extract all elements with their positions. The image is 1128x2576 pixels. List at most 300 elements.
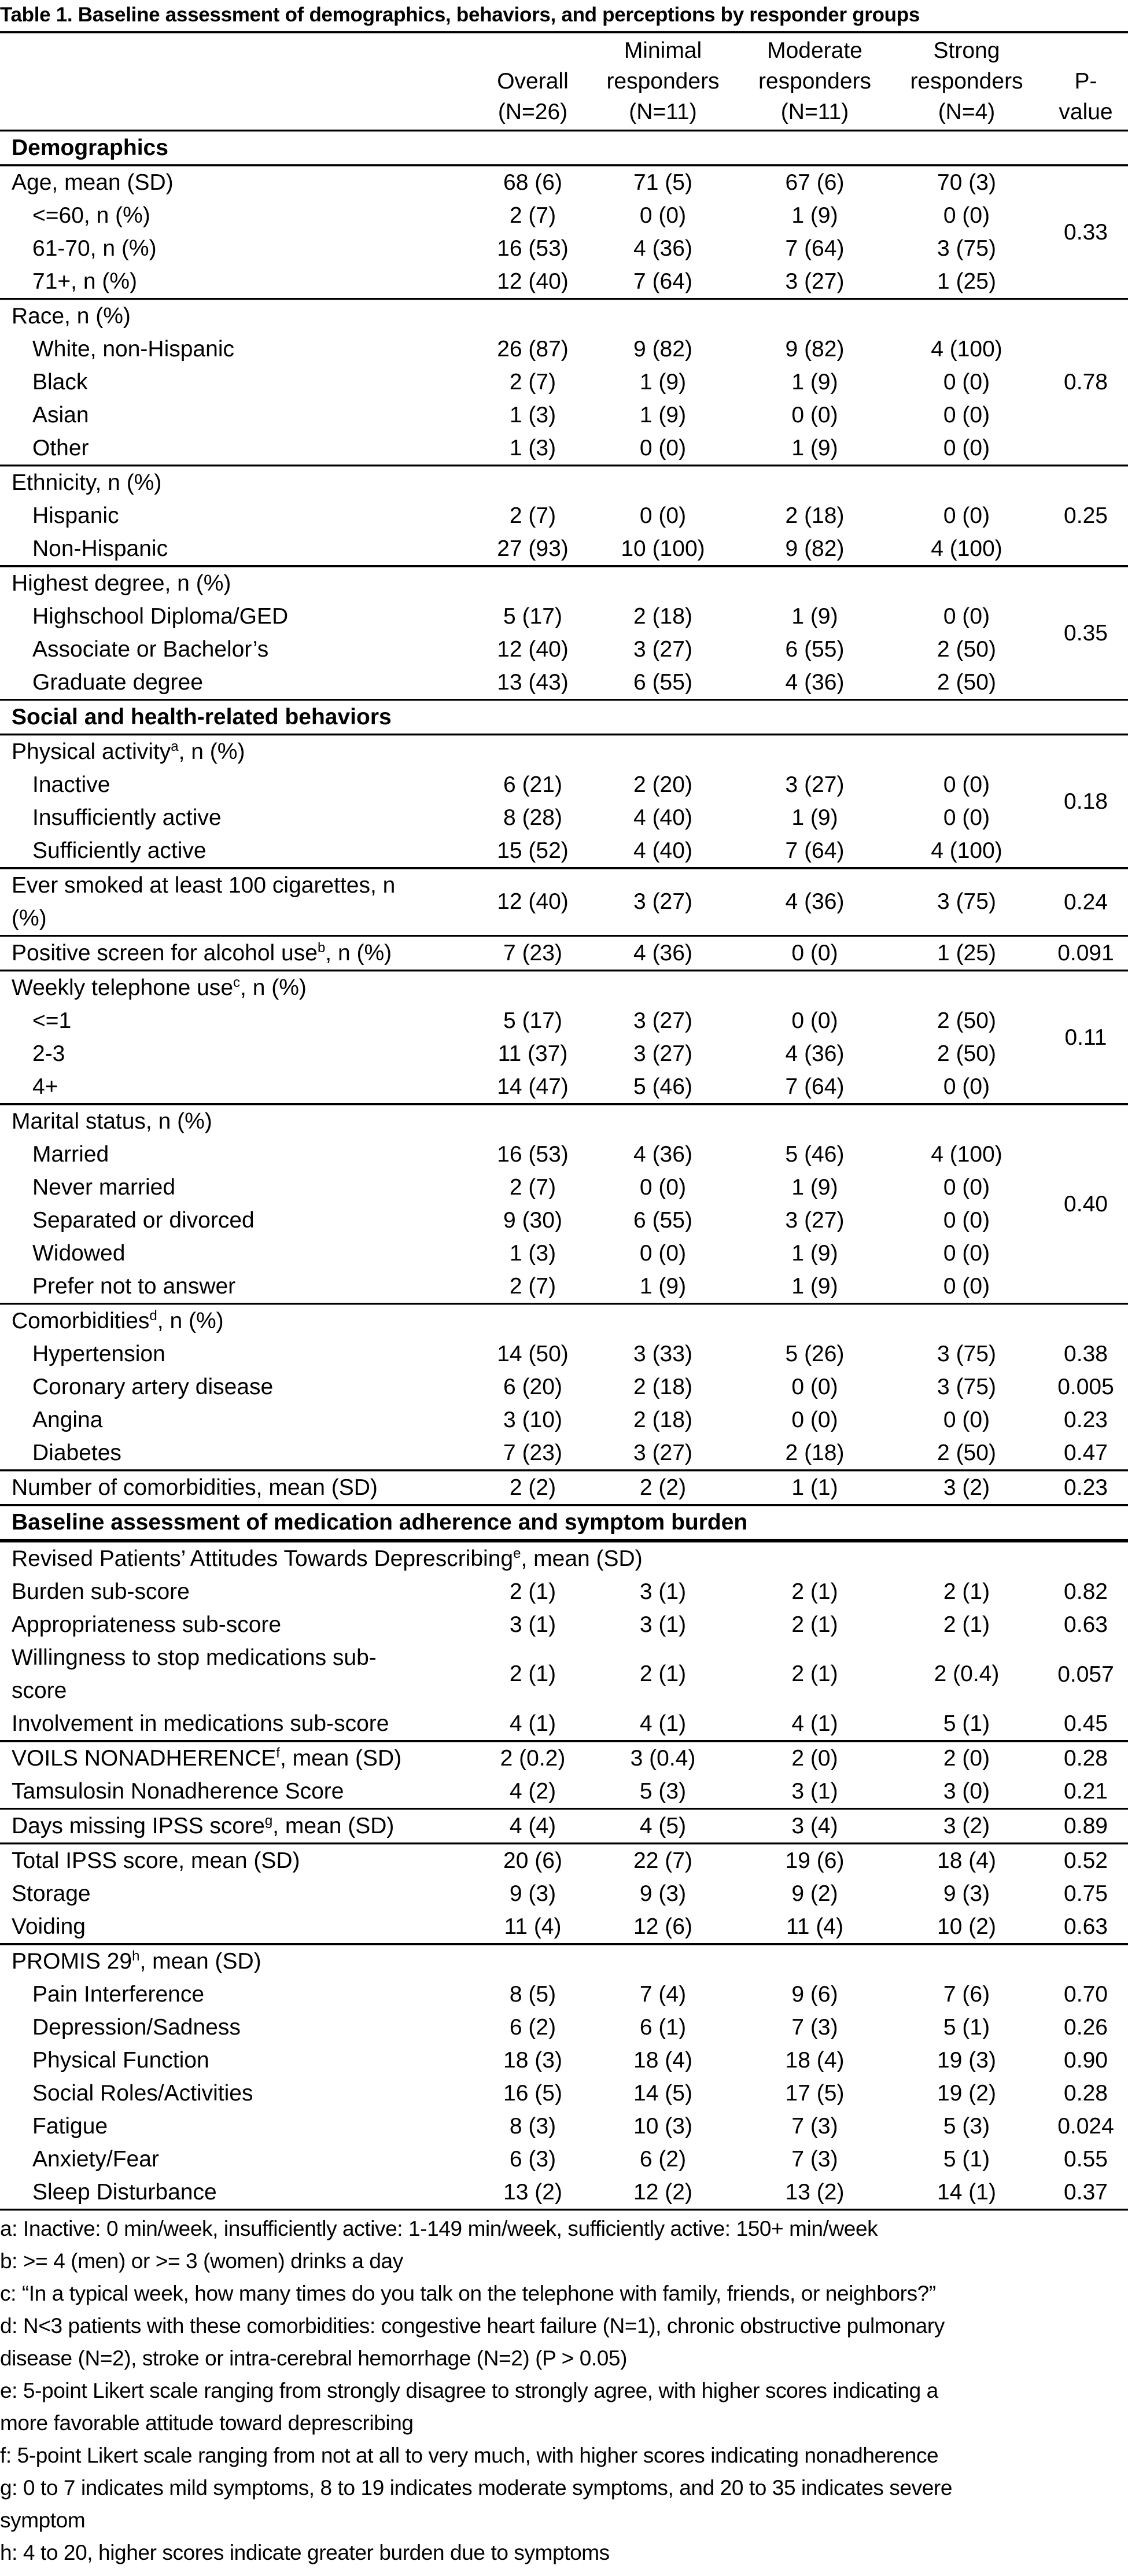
footnote-marker: g [264, 1813, 273, 1829]
row-label [0, 971, 1044, 1004]
value-cell: 2 (50) [937, 670, 996, 695]
value-cell: 14 (50) [497, 1342, 569, 1366]
row-label-text: Coronary artery disease [32, 1374, 274, 1399]
row-label-text: Associate or Bachelor’s [32, 637, 269, 662]
value-cell: 3 (2) [943, 1814, 990, 1838]
row-label-text: <=1 [32, 1008, 72, 1033]
row-label-text: Baseline assessment of medication adherence and symptom burden [12, 1510, 748, 1535]
row-label-text: Tamsulosin Nonadherence Score [12, 1779, 344, 1804]
value-cell: 9 (82) [785, 337, 845, 362]
row-group [0, 1542, 1128, 1740]
p-value: 0.38 [1064, 1342, 1108, 1366]
row-label-text: Age, mean (SD) [12, 170, 174, 195]
value-cell: 0 (0) [943, 1208, 990, 1233]
row-label-text: Social Roles/Activities [32, 2081, 253, 2106]
row-label-text: Appropriateness sub-score [12, 1612, 282, 1637]
row-label [0, 1037, 480, 1070]
value-cell: 9 (6) [791, 1982, 838, 2007]
footnote: f: 5-point Likert scale ranging from not at all to very much, with higher scores indicating nonadherence [0, 2444, 939, 2467]
value-cell: 3 (75) [937, 1374, 996, 1399]
value-cell: 11 (4) [786, 1914, 843, 1939]
row-label [0, 1105, 1044, 1138]
p-value: 0.70 [1064, 1982, 1108, 2007]
value-cell: 4 (36) [785, 670, 845, 695]
row-label-text: Social and health-related behaviors [12, 705, 392, 729]
value-cell: 2 (20) [633, 772, 692, 797]
value-cell: 2 (50) [937, 1440, 996, 1465]
row-label [0, 2011, 480, 2044]
row-label-text: Graduate degree [32, 670, 203, 695]
value-cell: 4 (1) [509, 1711, 556, 1736]
value-cell: 4 (36) [633, 236, 692, 261]
header-text: responders [758, 69, 872, 94]
row-label [0, 1270, 480, 1303]
row-group [0, 1471, 1128, 1504]
row-group [0, 1844, 1128, 1943]
value-cell: 8 (3) [509, 2114, 556, 2139]
row-label [0, 166, 480, 199]
value-cell: 3 (27) [785, 772, 845, 797]
row-label-text: 4+ [32, 1074, 58, 1099]
value-cell: 2 (1) [639, 1661, 687, 1686]
row-label [0, 466, 1044, 499]
value-cell: 3 (27) [785, 1208, 845, 1233]
value-cell: 27 (93) [497, 536, 569, 561]
value-cell: 18 (4) [633, 2048, 692, 2073]
value-cell: 2 (0.2) [500, 1746, 566, 1771]
value-cell: 0 (0) [639, 1241, 687, 1266]
value-cell: 4 (100) [931, 838, 1002, 863]
value-cell: 14 (5) [633, 2081, 692, 2106]
row-label [0, 1471, 480, 1504]
p-value: 0.33 [1064, 219, 1108, 245]
row-label-text: Prefer not to answer [32, 1274, 236, 1299]
row-label [0, 2110, 480, 2143]
row-label-text: Ever smoked at least 100 cigarettes, n [12, 873, 396, 898]
row-label [0, 1337, 480, 1370]
value-cell: 2 (7) [509, 370, 556, 395]
p-value: 0.82 [1064, 1579, 1108, 1604]
p-value: 0.057 [1057, 1661, 1114, 1687]
row-label-text: White, non-Hispanic [32, 337, 234, 362]
header-cell-2 [740, 33, 890, 130]
value-cell: 7 (64) [785, 236, 845, 261]
value-cell: 2 (1) [943, 1579, 990, 1604]
row-label-text: score [12, 1678, 67, 1703]
value-cell: 3 (10) [503, 1407, 562, 1432]
value-cell: 19 (3) [937, 2048, 996, 2073]
value-cell: 0 (0) [943, 1407, 990, 1432]
row-label-text: Depression/Sadness [32, 2015, 241, 2040]
row-label-text: Other [32, 436, 89, 460]
value-cell: 7 (64) [785, 1074, 845, 1099]
row-label [0, 1945, 1044, 1978]
row-label-text: Voiding [12, 1914, 86, 1939]
value-cell: 0 (0) [943, 1241, 990, 1266]
row-label [0, 834, 480, 867]
row-label-suffix: , n (%) [325, 941, 392, 965]
value-cell: 6 (2) [639, 2147, 687, 2172]
value-cell: 9 (82) [785, 536, 845, 561]
row-group [0, 701, 1128, 734]
baseline-table [0, 31, 1128, 2569]
value-cell: 2 (50) [937, 1041, 996, 1066]
p-value: 0.26 [1064, 2015, 1108, 2040]
header-text: Overall [497, 69, 569, 94]
value-cell: 9 (82) [633, 337, 692, 362]
row-label-text: Highschool Diploma/GED [32, 604, 289, 629]
row-label-suffix: , mean (SD) [139, 1949, 261, 1974]
header-text: P- [1074, 69, 1097, 94]
p-value: 0.24 [1064, 889, 1108, 915]
header-text: (N=11) [780, 99, 849, 124]
table-body [0, 130, 1128, 2209]
row-label-text: Total IPSS score, mean (SD) [12, 1848, 300, 1873]
p-value: 0.63 [1064, 1612, 1108, 1637]
row-label [0, 232, 480, 265]
row-label-text: Widowed [32, 1241, 126, 1266]
value-cell: 6 (1) [639, 2015, 687, 2040]
value-cell: 18 (3) [503, 2048, 562, 2073]
row-label-text: Ethnicity, n (%) [12, 470, 162, 495]
value-cell: 1 (25) [937, 269, 996, 294]
p-value: 0.45 [1064, 1711, 1108, 1736]
value-cell: 1 (3) [509, 436, 556, 460]
value-cell: 7 (3) [791, 2147, 838, 2172]
value-cell: 1 (9) [639, 370, 687, 395]
value-cell: 7 (64) [785, 838, 845, 863]
row-group [0, 166, 1128, 298]
row-label-text: Physical activity [12, 739, 171, 764]
value-cell: 7 (64) [633, 269, 692, 294]
value-cell: 0 (0) [943, 203, 990, 228]
row-label-text: 61-70, n (%) [32, 236, 157, 261]
row-group [0, 466, 1128, 565]
header-text: responders [910, 69, 1023, 94]
value-cell: 3 (27) [785, 269, 845, 294]
value-cell: 3 (75) [937, 889, 996, 914]
value-cell: 2 (7) [509, 1175, 556, 1200]
value-cell: 2 (1) [791, 1612, 838, 1637]
row-label-suffix: , mean (SD) [272, 1814, 395, 1838]
value-cell: 3 (1) [639, 1579, 687, 1604]
value-cell: 12 (2) [633, 2180, 692, 2205]
header-text: responders [606, 69, 720, 94]
value-cell: 7 (3) [791, 2114, 838, 2139]
value-cell: 4 (100) [931, 1142, 1002, 1167]
header-cell-4 [1044, 33, 1128, 130]
value-cell: 14 (1) [937, 2180, 996, 2205]
row-label-text: Demographics [12, 135, 168, 160]
row-group [0, 1742, 1128, 1808]
row-group [0, 937, 1128, 970]
value-cell: 9 (30) [503, 1208, 562, 1233]
section-heading [0, 1506, 1128, 1539]
value-cell: 2 (1) [791, 1661, 838, 1686]
value-cell: 3 (27) [633, 1440, 692, 1465]
row-label [0, 768, 480, 801]
p-value: 0.28 [1064, 1746, 1108, 1771]
section-heading [0, 131, 1128, 164]
value-cell: 0 (0) [791, 1008, 838, 1033]
row-label-text: Marital status, n (%) [12, 1109, 212, 1134]
row-label [0, 937, 480, 970]
value-cell: 16 (53) [497, 236, 569, 261]
value-cell: 9 (3) [639, 1881, 687, 1906]
value-cell: 13 (2) [503, 2180, 562, 2205]
row-label [0, 366, 480, 399]
row-label [0, 2077, 480, 2110]
value-cell: 68 (6) [503, 170, 562, 195]
value-cell: 0 (0) [639, 503, 687, 528]
value-cell: 11 (4) [504, 1914, 562, 1939]
value-cell: 2 (18) [633, 1374, 692, 1399]
value-cell: 3 (2) [943, 1475, 990, 1500]
p-value: 0.25 [1064, 503, 1108, 528]
row-label [0, 2176, 480, 2209]
value-cell: 17 (5) [785, 2081, 845, 2106]
value-cell: 2 (7) [509, 203, 556, 228]
row-label [0, 1204, 480, 1237]
value-cell: 1 (9) [639, 403, 687, 428]
p-value: 0.091 [1057, 941, 1114, 965]
row-label-text: Asian [32, 403, 89, 428]
value-cell: 2 (50) [937, 637, 996, 662]
value-cell: 2 (18) [785, 503, 845, 528]
row-label [0, 1542, 1044, 1575]
value-cell: 0 (0) [943, 403, 990, 428]
p-value: 0.23 [1064, 1407, 1108, 1432]
p-value: 0.75 [1064, 1881, 1108, 1906]
value-cell: 4 (4) [509, 1814, 556, 1838]
footnote: a: Inactive: 0 min/week, insufficiently active: 1-149 min/week, sufficiently active: 150+ min/week [0, 2217, 878, 2240]
row-label-text: Married [32, 1142, 109, 1167]
row-label-text: Separated or divorced [32, 1208, 255, 1233]
row-label-text: Fatigue [32, 2114, 108, 2139]
value-cell: 0 (0) [943, 604, 990, 629]
header-text: (N=26) [497, 99, 568, 124]
row-label-text: Pain Interference [32, 1982, 205, 2007]
value-cell: 14 (47) [497, 1074, 569, 1099]
footnote: b: >= 4 (men) or >= 3 (women) drinks a day [0, 2249, 403, 2273]
row-label [0, 1304, 1044, 1337]
section-heading [0, 701, 1128, 734]
p-value: 0.40 [1064, 1191, 1108, 1217]
row-label [0, 1978, 480, 2011]
value-cell: 7 (3) [791, 2015, 838, 2040]
row-label [0, 1810, 480, 1842]
value-cell: 2 (18) [633, 1407, 692, 1432]
value-cell: 0 (0) [943, 805, 990, 830]
row-label [0, 1742, 480, 1775]
value-cell: 3 (4) [791, 1814, 838, 1838]
row-label [0, 1138, 480, 1171]
value-cell: 16 (53) [497, 1142, 569, 1167]
value-cell: 0 (0) [943, 503, 990, 528]
row-label [0, 333, 480, 366]
value-cell: 2 (1) [791, 1579, 838, 1604]
row-label [0, 1403, 480, 1436]
value-cell: 70 (3) [937, 170, 996, 195]
value-cell: 1 (9) [791, 203, 838, 228]
value-cell: 1 (1) [791, 1475, 838, 1500]
footnote-marker: b [317, 940, 326, 956]
value-cell: 4 (40) [633, 805, 692, 830]
value-cell: 1 (25) [937, 941, 996, 965]
value-cell: 10 (100) [621, 536, 705, 561]
value-cell: 0 (0) [791, 941, 838, 965]
value-cell: 67 (6) [785, 170, 845, 195]
value-cell: 4 (5) [639, 1814, 687, 1838]
footnote: symptom [0, 2508, 86, 2532]
table-title: Table 1. Baseline assessment of demographics, behaviors, and perceptions by responder groups [0, 3, 920, 26]
value-cell: 9 (3) [509, 1881, 556, 1906]
value-cell: 12 (6) [633, 1914, 692, 1939]
footnote: d: N<3 patients with these comorbidities: congestive heart failure (N=1), chronic obstructive pulmonary [0, 2314, 945, 2338]
value-cell: 5 (1) [943, 1711, 990, 1736]
row-group [0, 131, 1128, 164]
value-cell: 3 (0.4) [630, 1746, 696, 1771]
value-cell: 3 (0) [943, 1779, 990, 1804]
row-label [0, 735, 1044, 768]
row-label-text: Highest degree, n (%) [12, 571, 231, 596]
value-cell: 0 (0) [791, 1374, 838, 1399]
row-label [0, 265, 480, 298]
p-value: 0.024 [1057, 2114, 1114, 2139]
row-label [0, 1004, 480, 1037]
value-cell: 0 (0) [639, 436, 687, 460]
row-group [0, 567, 1128, 699]
value-cell: 1 (9) [791, 436, 838, 460]
row-label-text: Hypertension [32, 1342, 165, 1366]
value-cell: 8 (28) [503, 805, 562, 830]
value-cell: 10 (3) [633, 2114, 692, 2139]
row-group [0, 1304, 1128, 1469]
row-group [0, 869, 1128, 935]
row-label-text: Never married [32, 1175, 176, 1200]
row-label [0, 432, 480, 465]
value-cell: 3 (75) [937, 1342, 996, 1366]
p-value: 0.28 [1064, 2081, 1108, 2106]
row-label [0, 801, 480, 834]
value-cell: 3 (1) [791, 1779, 838, 1804]
value-cell: 6 (55) [633, 1208, 692, 1233]
footnote: more favorable attitude toward deprescribing [0, 2411, 414, 2435]
footnotes [0, 2210, 1128, 2569]
row-label [0, 1707, 480, 1740]
row-label-text: Involvement in medications sub-score [12, 1711, 389, 1736]
value-cell: 1 (9) [639, 1274, 687, 1299]
p-value: 0.18 [1064, 788, 1108, 814]
value-cell: 4 (36) [633, 1142, 692, 1167]
value-cell: 0 (0) [639, 1175, 687, 1200]
value-cell: 3 (27) [633, 889, 692, 914]
p-value: 0.35 [1064, 620, 1108, 646]
value-cell: 1 (9) [791, 1274, 838, 1299]
value-cell: 7 (6) [943, 1982, 990, 2007]
row-label [0, 1844, 480, 1877]
row-label [0, 199, 480, 232]
footnote: disease (N=2), stroke or intra-cerebral hemorrhage (N=2) (P > 0.05) [0, 2346, 628, 2370]
value-cell: 7 (23) [503, 1440, 562, 1465]
row-label-text: Days missing IPSS score [12, 1814, 265, 1838]
row-label [0, 600, 480, 633]
footnote: h: 4 to 20, higher scores indicate greater burden due to symptoms [0, 2541, 610, 2564]
value-cell: 4 (100) [931, 337, 1002, 362]
value-cell: 19 (2) [937, 2081, 996, 2106]
header-cell-3 [890, 33, 1044, 130]
value-cell: 26 (87) [497, 337, 569, 362]
value-cell: 2 (50) [937, 1008, 996, 1033]
row-label-text: Sleep Disturbance [32, 2180, 217, 2205]
value-cell: 3 (1) [639, 1612, 687, 1637]
header-text: Moderate [767, 38, 862, 63]
value-cell: 0 (0) [943, 772, 990, 797]
p-value: 0.55 [1064, 2147, 1108, 2172]
row-label-text: Race, n (%) [12, 304, 131, 329]
value-cell: 1 (9) [791, 805, 838, 830]
row-label-text: 2-3 [32, 1041, 65, 1066]
value-cell: 5 (17) [503, 604, 562, 629]
value-cell: 5 (46) [633, 1074, 692, 1099]
value-cell: 1 (3) [509, 1241, 556, 1266]
value-cell: 6 (20) [503, 1374, 562, 1399]
value-cell: 3 (27) [633, 1041, 692, 1066]
value-cell: 6 (55) [785, 637, 845, 662]
value-cell: 71 (5) [633, 170, 692, 195]
value-cell: 5 (17) [503, 1008, 562, 1033]
value-cell: 2 (2) [639, 1475, 687, 1500]
value-cell: 16 (5) [503, 2081, 562, 2106]
row-group [0, 1810, 1128, 1842]
footnote: e: 5-point Likert scale ranging from strongly disagree to strongly agree, with higher scores indicating a [0, 2379, 938, 2402]
value-cell: 13 (43) [497, 670, 569, 695]
value-cell: 3 (33) [633, 1342, 692, 1366]
row-group [0, 300, 1128, 465]
row-label [0, 666, 480, 699]
row-label [0, 1070, 480, 1103]
footnote-marker: e [513, 1546, 521, 1561]
row-label [0, 1910, 480, 1943]
p-value: 0.11 [1064, 1024, 1107, 1050]
row-label [0, 1608, 480, 1641]
row-group [0, 1945, 1128, 2209]
value-cell: 12 (40) [497, 269, 569, 294]
header-cell-0 [480, 33, 586, 130]
row-label-text: Black [32, 370, 88, 395]
p-value: 0.52 [1064, 1848, 1108, 1873]
value-cell: 3 (1) [509, 1612, 556, 1637]
row-label-suffix: , n (%) [240, 975, 307, 1000]
p-value: 0.23 [1064, 1475, 1108, 1500]
row-label-text: (%) [12, 906, 47, 931]
value-cell: 5 (46) [785, 1142, 845, 1167]
p-value: 0.005 [1057, 1374, 1114, 1399]
value-cell: 2 (2) [509, 1475, 556, 1500]
value-cell: 6 (21) [503, 772, 562, 797]
value-cell: 9 (2) [791, 1881, 838, 1906]
row-label [0, 1370, 480, 1403]
row-label [0, 1877, 480, 1910]
value-cell: 2 (18) [633, 604, 692, 629]
row-label-suffix: , mean (SD) [521, 1546, 643, 1571]
value-cell: 4 (1) [639, 1711, 687, 1736]
value-cell: 7 (4) [639, 1982, 687, 2007]
row-label [0, 1171, 480, 1204]
value-cell: 1 (9) [791, 1241, 838, 1266]
row-label [0, 2143, 480, 2176]
row-label [0, 300, 1044, 333]
